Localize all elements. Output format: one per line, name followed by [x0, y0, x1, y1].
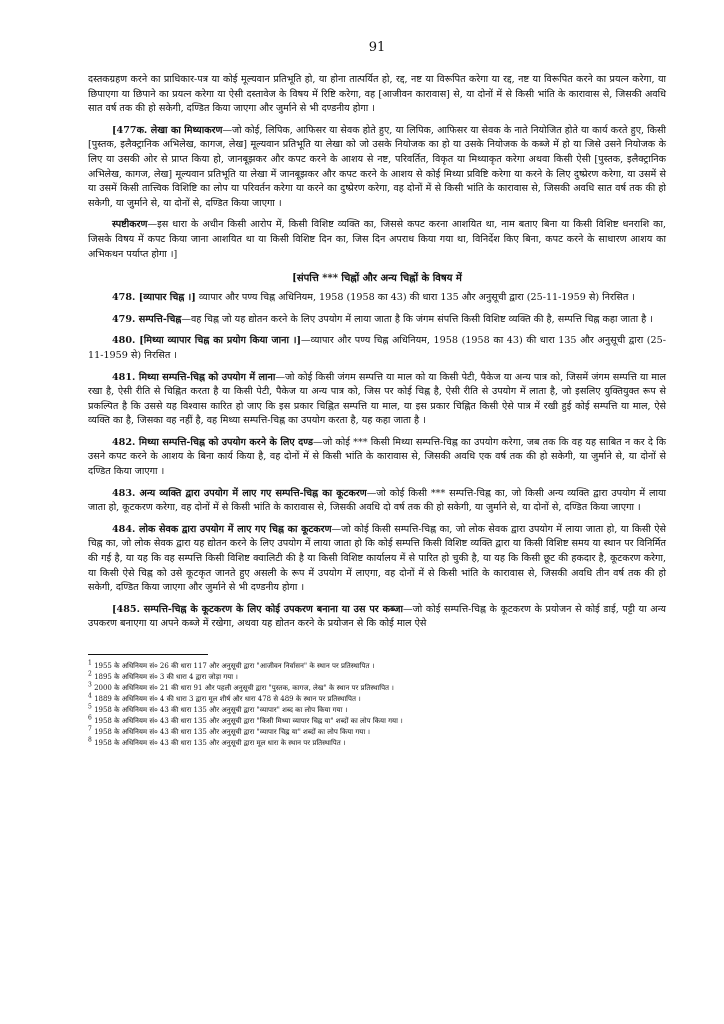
- section-485-text: —जो कोई सम्पत्ति-चिह्न के कूटकरण के प्रयोजन से कोई डाई, पट्टी या अन्य उपकरण बनाएगा या अपने कब्जे में रखेगा, अथवा यह द्योतन करने के प्रयोजन से कि कोई माल ऐसे: [88, 603, 666, 630]
- footnote: $^5$ 1958 के अधिनियम सं० 43 की धारा 135 और अनुसूची द्वारा "व्यापार" शब्द का लोप किया गया ।: [88, 703, 348, 714]
- section-482: [88, 436, 666, 480]
- section-480-text: —व्यापार और पण्य चिह्न अधिनियम, 1958 (1958 का 43) की धारा 135 और अनुसूची द्वारा (25-11-1959 से) निरसित ।: [88, 335, 666, 361]
- section-485-heading: [485. सम्पत्ति-चिह्न के कूटकरण के लिए कोई उपकरण बनाना या उस पर कब्जा: [112, 603, 404, 615]
- section-482-heading: 482. मिथ्या सम्पत्ति-चिह्न को उपयोग करने के लिए दण्ड: [112, 436, 313, 448]
- footnote: $^1$ 1955 के अधिनियम सं० 26 की धारा 117 और अनुसूची द्वारा "आजीवन निर्वासन" के स्थान पर प्रतिस्थापित ।: [88, 659, 375, 670]
- footnote: $^4$ 1889 के अधिनियम सं० 4 की धारा 3 द्वारा मूल शीर्ष और धारा 478 से 489 के स्थान पर प्रतिस्थापित ।: [88, 692, 361, 703]
- footnote: $^8$ 1958 के अधिनियम सं० 43 की धारा 135 और अनुसूची द्वारा मूल धारा के स्थान पर प्रतिस्थापित ।: [88, 736, 346, 747]
- explanation: [88, 218, 666, 262]
- section-484-text: —जो कोई किसी सम्पत्ति-चिह्न का, जो लोक सेवक द्वारा उपयोग में लाया जाता हो, या किसी ऐसे चिह्न का, जो लोक सेवक द्वारा यह द्योतन करने के लिए उपयोग में लाया जाता हो कि कोई सम्पत्ति किसी विशिष्ट व्यक्ति द्वारा या किसी विशिष्ट समय या स्थान पर विनिर्मित की गई है, या यह कि वह सम्पत्ति किसी विशिष्ट क्वालिटी की है या किसी विशिष्ट कार्यालय में से पारित हो चुकी है, या यह कि किसी छूट की हकदार है, कूटकरण करेगा, या किसी ऐसे चिह्न को उसे कूटकृत जानते हुए असली के रूप में उपयोग में लाएगा, वह दोनों में से किसी भांति के कारावास से, जिसकी अवधि तीन वर्ष तक की हो सकेगी, दण्डित किया जाएगा और जुर्माने से भी दण्डनीय होगा ।: [88, 523, 667, 594]
- footnote: $^3$ 2000 के अधिनियम सं० 21 की धारा 91 और पहली अनुसूची द्वारा "पुस्तक, कागज, लेख" के स्थान पर प्रतिस्थापित ।: [88, 681, 394, 692]
- footnote: $^6$ 1958 के अधिनियम सं० 43 की धारा 135 और अनुसूची द्वारा "किसी मिथ्या व्यापार चिह्न या" शब्दों का लोप किया गया ।: [88, 714, 403, 725]
- section-477a: [88, 124, 666, 212]
- section-478: [88, 291, 666, 306]
- section-484-heading: 484. लोक सेवक द्वारा उपयोग में लाए गए चिह्न का कूटकरण: [112, 523, 332, 535]
- section-478-text: व्यापार और पण्य चिह्न अधिनियम, 1958 (1958 का 43) की धारा 135 और अनुसूची द्वारा (25-11-1959 से) निरसित ।: [195, 292, 635, 304]
- section-480: [88, 334, 666, 363]
- footnotes: [88, 661, 666, 749]
- section-483-text: —जो कोई किसी *** सम्पत्ति-चिह्न का, जो किसी अन्य व्यक्ति द्वारा उपयोग में लाया जाता हो, कूटकरण करेगा, वह दोनों में से किसी भांति के कारावास से, जिसकी अवधि दो वर्ष तक की हो सकेगी, या जुर्माने से, या दोनों से, दण्डित किया जाएगा ।: [88, 487, 666, 514]
- explanation-text: —इस धारा के अधीन किसी आरोप में, किसी विशिष्ट व्यक्ति का, जिससे कपट करना आशयित था, नाम बताए बिना या किसी विशिष्ट धनराशि का, जिसके विषय में कपट किया जाना आशयित था या किसी विशिष्ट दिन का, जिस दिन अपराध किया गया था, विनिर्देश किए बिना, कपट करने के साधारण आशय का अभिकथन पर्याप्त होगा ।]: [88, 219, 666, 260]
- section-479-text: —वह चिह्न जो यह द्योतन करने के लिए उपयोग में लाया जाता है कि जंगम संपत्ति किसी विशिष्ट व्यक्ति की है, सम्पत्ति चिह्न कहा जाता है ।: [181, 313, 653, 325]
- section-477a-heading: [477क. लेखा का मिथ्याकरण: [112, 124, 223, 136]
- section-482-text: —जो कोई *** किसी मिथ्या सम्पत्ति-चिह्न का उपयोग करेगा, जब तक कि वह यह साबित न कर दे कि उसने कपट करने के आशय के बिना कार्य किया है, वह दोनों में से किसी भांति के कारावास से, जिसकी अवधि एक वर्ष तक की हो सकेगी, या जुर्माने से, या दोनों से दण्डित किया जाएगा ।: [88, 436, 666, 478]
- footnote: $^2$ 1895 के अधिनियम सं० 3 की धारा 4 द्वारा जोड़ा गया ।: [88, 670, 238, 681]
- continued-paragraph: दस्तकग्रहण करने का प्राधिकार-पत्र या कोई मूल्यवान प्रतिभूति हो, या होना तात्पर्यित हो, रद्द, नष्ट या विरूपित करेगा या रद्द, नष्ट या विरूपित करने का प्रयत्न करेगा, या छिपाएगा या छिपाने का प्रयत्न करेगा या ऐसी दस्तावेज के विषय में रिष्टि करेगा, वह [आजीवन कारावास] से, या दोनों में से किसी भांति के कारावास से, जिसकी अवधि सात वर्ष तक की हो सकेगी, दण्डित किया जाएगा और जुर्माने से भी दण्डनीय होगा ।: [88, 74, 666, 115]
- section-479-heading: 479. सम्पत्ति-चिह्न: [112, 313, 182, 325]
- section-480-heading: 480. [मिथ्या व्यापार चिह्न का प्रयोग किया जाना ।]: [112, 335, 302, 347]
- footnote: $^7$ 1958 के अधिनियम सं० 43 की धारा 135 और अनुसूची द्वारा "व्यापार चिह्न या" शब्दों का लोप किया गया ।: [88, 725, 371, 736]
- section-481: [88, 371, 666, 429]
- section-484: [88, 523, 666, 596]
- section-477a-text: —जो कोई, लिपिक, आफिसर या सेवक होते हुए, या लिपिक, आफिसर या सेवक के नाते नियोजित होते या कार्य करते हुए, किसी [पुस्तक, इलैक्ट्रानिक अभिलेख, कागज, लेख] मूल्यवान प्रतिभूति या लेखा को जो उसके नियोजक का हो या उसके नियोजक के कब्जे में हो या जिसे उसने नियोजक के लिए या उसकी ओर से प्राप्त किया हो, जानबूझकर और कपट करने के आशय से नष्ट, परिवर्तित, विकृत या मिथ्याकृत करेगा अथवा किसी ऐसी [पुस्तक, इलैक्ट्रानिक अभिलेख, कागज, लेख] मूल्यवान प्रतिभूति या लेखा में जानबूझकर और कपट करने के आशय से कोई मिथ्या प्रविष्टि करेगा या करने के लिए दुष्प्रेरण करेगा, या उसमें से या उसमें किसी तात्त्विक विशिष्टि का लोप या परिवर्तन करेगा या करने का दुष्प्रेरण करेगा, वह दोनों में से किसी भांति के कारावास से, जिसकी अवधि सात वर्ष तक की हो सकेगी, या जुर्माने से, या दोनों से, दण्डित किया जाएगा ।: [88, 124, 666, 209]
- footnote-divider: [88, 654, 208, 655]
- section-483: [88, 487, 666, 516]
- document-page: [88, 40, 666, 749]
- page-number: 91: [368, 40, 386, 55]
- section-485: [88, 603, 666, 632]
- section-481-heading: 481. मिथ्या सम्पत्ति-चिह्न को उपयोग में लाना: [112, 371, 276, 383]
- chapter-heading: [संपत्ति *** चिह्नों और अन्य चिह्नों के विषय में: [292, 273, 462, 285]
- section-481-text: —जो कोई किसी जंगम सम्पत्ति या माल को या किसी पेटी, पैकेज या अन्य पात्र को, जिसमें जंगम सम्पत्ति या माल रखा है, ऐसी रीति से चिह्नित करता है या किसी पेटी, पैकेज या अन्य पात्र को, जिस पर कोई चिह्न है, ऐसी रीति से उपयोग में लाता है, जो इसलिए युक्तियुक्त रूप से प्रकल्पित है कि उससे यह विश्वास कारित हो जाए कि इस प्रकार चिह्नित सम्पत्ति या माल, या इस प्रकार चिह्नित किसी ऐसे पात्र में रखी हुई कोई सम्पत्ति या माल, ऐसे व्यक्ति का है, जिसका वह नहीं है, वह मिथ्या सम्पत्ति-चिह्न का उपयोग करता है, यह कहा जाता है ।: [88, 371, 666, 427]
- section-483-heading: 483. अन्य व्यक्ति द्वारा उपयोग में लाए गए सम्पत्ति-चिह्न का कूटकरण: [112, 487, 367, 499]
- section-479: [88, 313, 666, 328]
- section-478-heading: 478. [व्यापार चिह्न ।]: [112, 292, 196, 304]
- explanation-heading: स्पष्टीकरण: [112, 219, 148, 231]
